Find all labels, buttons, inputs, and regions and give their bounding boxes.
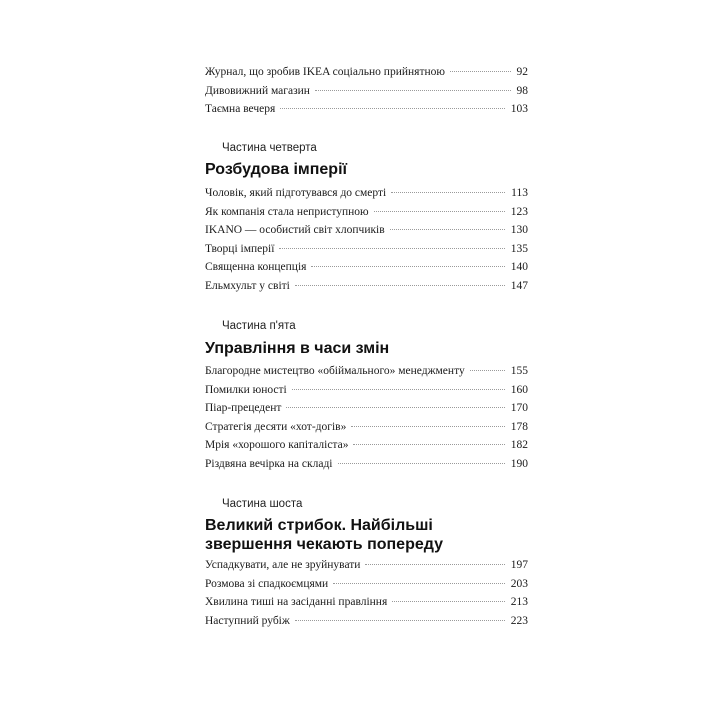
toc-entry-title: Мрія «хорошого капіталіста» bbox=[205, 439, 349, 452]
toc-list-part4 bbox=[205, 184, 528, 296]
toc-entry-page: 155 bbox=[510, 365, 528, 377]
toc-entry[interactable] bbox=[205, 362, 528, 381]
toc-entry[interactable] bbox=[205, 556, 528, 575]
toc-entry-title: Таємна вечеря bbox=[205, 103, 276, 116]
dot-leader bbox=[365, 564, 504, 565]
dot-leader bbox=[280, 108, 504, 109]
part-label: Частина четверта bbox=[222, 142, 317, 154]
toc-entry-title: Священна концепція bbox=[205, 261, 307, 274]
toc-entry[interactable] bbox=[205, 436, 528, 455]
toc-entry-title: Чоловік, який підготувався до смерті bbox=[205, 187, 387, 199]
dot-leader bbox=[351, 426, 504, 427]
toc-entry-title: IKANO — особистий світ хлопчиків bbox=[205, 224, 385, 237]
dot-leader bbox=[450, 71, 511, 72]
part-title-line-1: Великий стрибок. Найбільші bbox=[205, 517, 433, 534]
toc-entry-page: 182 bbox=[510, 439, 528, 452]
part-label: Частина п'ята bbox=[222, 320, 296, 332]
part-label: Частина шоста bbox=[222, 498, 303, 510]
dot-leader bbox=[391, 192, 505, 193]
toc-entry-page: 92 bbox=[516, 66, 528, 78]
toc-entry-title: Хвилина тиші на засіданні правління bbox=[205, 596, 388, 609]
toc-entry-page: 170 bbox=[510, 402, 528, 415]
toc-list-intro bbox=[205, 63, 528, 119]
toc-entry-page: 197 bbox=[510, 559, 528, 571]
toc-entry-title: Творці імперії bbox=[205, 242, 275, 255]
toc-entry-page: 103 bbox=[510, 103, 528, 116]
dot-leader bbox=[292, 389, 505, 390]
toc-entry-title: Наступний рубіж bbox=[205, 614, 290, 627]
toc-entry-page: 203 bbox=[510, 577, 528, 590]
toc-entry[interactable] bbox=[205, 277, 528, 296]
toc-entry-title: Благородне мистецтво «обіймального» менеджменту bbox=[205, 365, 465, 377]
toc-list-part5 bbox=[205, 362, 528, 474]
toc-entry[interactable] bbox=[205, 100, 528, 119]
toc-list-part6 bbox=[205, 556, 528, 630]
dot-leader bbox=[295, 620, 505, 621]
toc-entry-title: Стратегія десяти «хот-догів» bbox=[205, 420, 347, 433]
toc-entry[interactable] bbox=[205, 455, 528, 474]
toc-entry-title: Піар-прецедент bbox=[205, 402, 282, 415]
dot-leader bbox=[295, 285, 505, 286]
toc-entry-page: 160 bbox=[510, 383, 528, 396]
dot-leader bbox=[390, 229, 505, 230]
toc-entry-page: 147 bbox=[510, 279, 528, 292]
toc-entry-page: 123 bbox=[510, 205, 528, 218]
toc-entry-title: Як компанія стала неприступною bbox=[205, 205, 369, 218]
dot-leader bbox=[353, 444, 504, 445]
toc-entry-page: 140 bbox=[510, 261, 528, 274]
toc-entry[interactable] bbox=[205, 593, 528, 612]
dot-leader bbox=[392, 601, 504, 602]
toc-entry-title: Різдвяна вечірка на складі bbox=[205, 457, 333, 470]
toc-entry[interactable] bbox=[205, 399, 528, 418]
dot-leader bbox=[311, 266, 504, 267]
dot-leader bbox=[470, 370, 505, 371]
toc-entry-page: 130 bbox=[510, 224, 528, 237]
toc-entry[interactable] bbox=[205, 184, 528, 203]
toc-entry-page: 190 bbox=[510, 457, 528, 470]
toc-entry-page: 223 bbox=[510, 614, 528, 627]
toc-entry[interactable] bbox=[205, 240, 528, 259]
toc-entry-title: Успадкувати, але не зруйнувати bbox=[205, 559, 361, 571]
toc-entry-title: Дивовижний магазин bbox=[205, 84, 310, 97]
dot-leader bbox=[315, 90, 511, 91]
toc-entry-title: Розмова зі спадкоємцями bbox=[205, 577, 329, 590]
dot-leader bbox=[286, 407, 504, 408]
toc-entry[interactable] bbox=[205, 612, 528, 631]
toc-entry-page: 98 bbox=[516, 84, 528, 97]
toc-entry[interactable] bbox=[205, 63, 528, 82]
dot-leader bbox=[279, 248, 504, 249]
toc-entry[interactable] bbox=[205, 418, 528, 437]
toc-entry[interactable] bbox=[205, 203, 528, 222]
part-title: Управління в часи змін bbox=[205, 340, 390, 357]
part-title: Розбудова імперії bbox=[205, 161, 348, 178]
toc-entry-title: Ельмхульт у світі bbox=[205, 279, 290, 292]
dot-leader bbox=[374, 211, 505, 212]
toc-entry[interactable] bbox=[205, 575, 528, 594]
dot-leader bbox=[338, 463, 505, 464]
part-title-line-2: звершення чекають попереду bbox=[205, 536, 443, 553]
toc-entry[interactable] bbox=[205, 258, 528, 277]
toc-entry-page: 113 bbox=[511, 187, 528, 199]
toc-entry-page: 135 bbox=[510, 242, 528, 255]
toc-entry-title: Журнал, що зробив IKEA соціально прийнятною bbox=[205, 66, 445, 78]
toc-entry[interactable] bbox=[205, 221, 528, 240]
toc-entry-title: Помилки юності bbox=[205, 383, 287, 396]
toc-entry-page: 213 bbox=[510, 596, 528, 609]
dot-leader bbox=[333, 583, 505, 584]
toc-entry[interactable] bbox=[205, 381, 528, 400]
toc-entry-page: 178 bbox=[510, 420, 528, 433]
toc-entry[interactable] bbox=[205, 82, 528, 101]
